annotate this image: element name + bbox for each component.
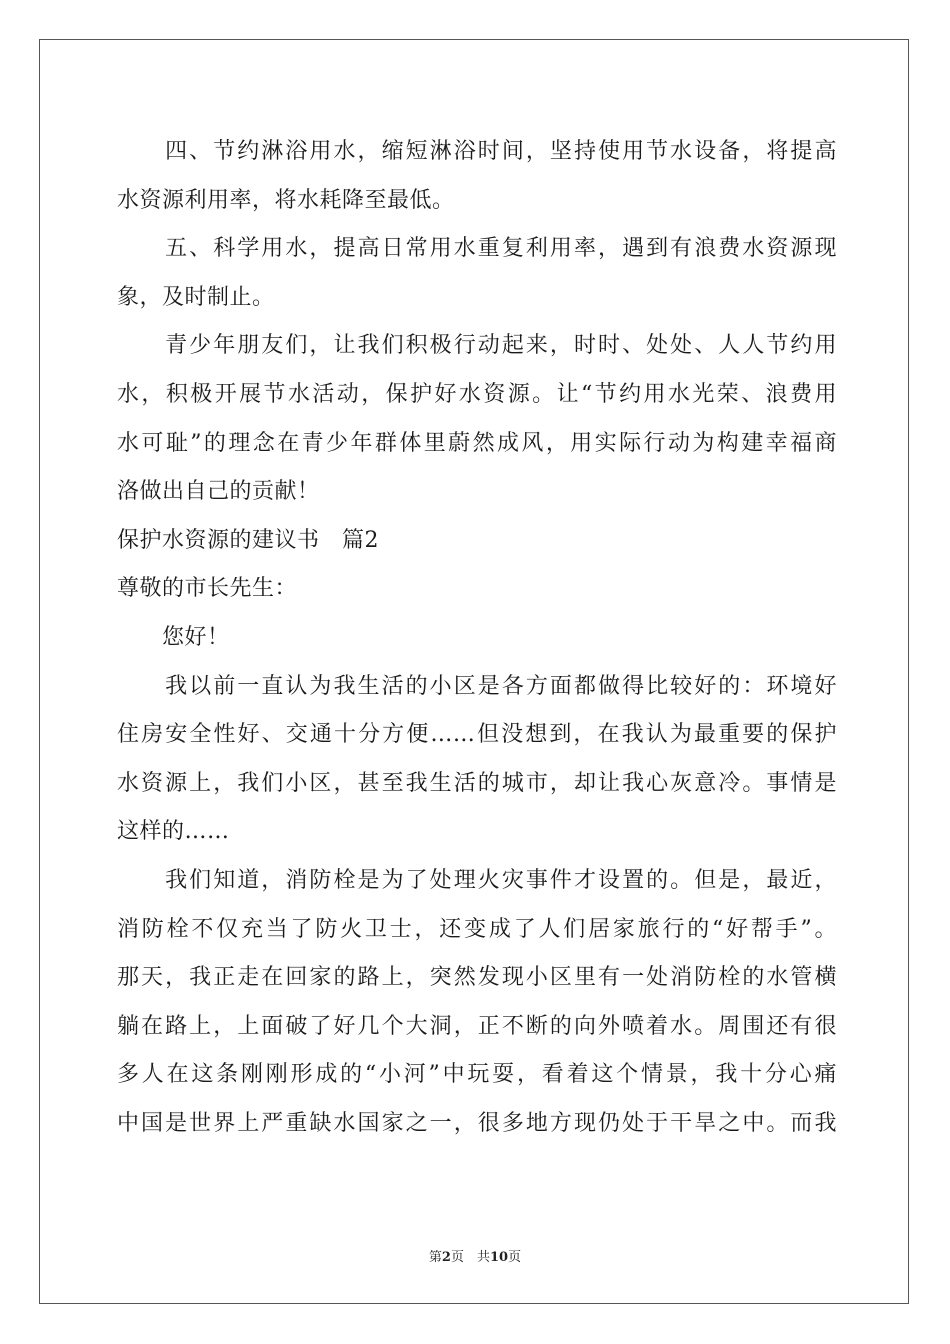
- text-line: 消防栓不仅充当了防火卫士，还变成了人们居家旅行的“好帮手”。: [117, 916, 837, 942]
- text-line: 中国是世界上严重缺水国家之一，很多地方现仍处于干旱之中。而我: [117, 1110, 837, 1136]
- text-line: 我以前一直认为我生活的小区是各方面都做得比较好的：环境好: [117, 673, 837, 699]
- page-footer: [0, 1246, 950, 1265]
- text-line: 青少年朋友们，让我们积极行动起来，时时、处处、人人节约用: [117, 333, 837, 359]
- document-body: [117, 128, 837, 1148]
- text-line: 水资源利用率，将水耗降至最低。: [117, 187, 455, 213]
- text-line: 四、节约淋浴用水，缩短淋浴时间，坚持使用节水设备，将提高: [117, 139, 837, 164]
- page-suffix: 页: [508, 1250, 522, 1265]
- page-mid: 页 共: [450, 1250, 490, 1265]
- text-line: 水，积极开展节水活动，保护好水资源。让“节约用水光荣、浪费用: [117, 381, 837, 407]
- current-page-number: 2: [441, 1250, 451, 1265]
- text-line: 五、科学用水，提高日常用水重复利用率，遇到有浪费水资源现: [117, 236, 837, 262]
- text-line: 那天，我正走在回家的路上，突然发现小区里有一处消防栓的水管横: [117, 965, 837, 991]
- text-line: 多人在这条刚刚形成的“小河”中玩耍，看着这个情景，我十分心痛: [117, 1062, 837, 1088]
- text-line: 躺在路上，上面破了好几个大洞，正不断的向外喷着水。周围还有很: [117, 1013, 837, 1039]
- text-line: 水资源上，我们小区，甚至我生活的城市，却让我心灰意冷。事情是: [117, 770, 837, 796]
- text-line: 这样的……: [117, 819, 230, 845]
- text-line: 洛做出自己的贡献！: [117, 479, 320, 505]
- total-pages-number: 10: [489, 1250, 509, 1265]
- text-line: 我们知道，消防栓是为了处理火灾事件才设置的。但是，最近，: [117, 867, 837, 893]
- text-line: 保护水资源的建议书 篇2: [117, 527, 379, 553]
- text-line: 尊敬的市长先生：: [117, 576, 298, 602]
- text-line: 水可耻”的理念在青少年群体里蔚然成风，用实际行动为构建幸福商: [117, 430, 837, 456]
- page-prefix: 第: [428, 1250, 442, 1265]
- text-line: 象，及时制止。: [117, 284, 275, 310]
- text-line: 住房安全性好、交通十分方便……但没想到，在我认为最重要的保护: [117, 722, 837, 748]
- text-line: 您好！: [117, 624, 230, 650]
